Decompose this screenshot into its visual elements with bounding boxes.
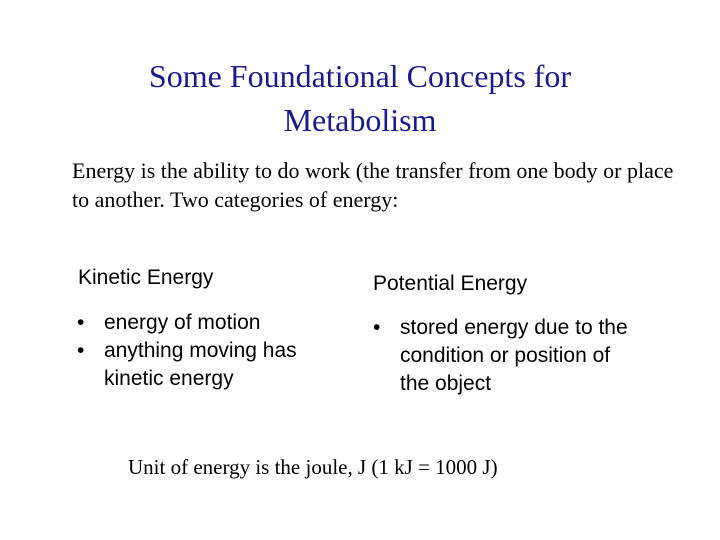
list-item bbox=[77, 337, 347, 393]
kinetic-energy-list bbox=[77, 309, 347, 393]
potential-energy-list bbox=[373, 314, 633, 398]
intro-paragraph: Energy is the ability to do work (the transfer from one body or place to another. Two categories of energy: bbox=[72, 158, 674, 212]
bullet-icon: • bbox=[77, 339, 85, 362]
list-item bbox=[373, 314, 633, 398]
bullet-icon: • bbox=[373, 316, 381, 339]
bullet-icon: • bbox=[77, 311, 85, 334]
kinetic-energy-heading: Kinetic Energy bbox=[78, 266, 214, 289]
potential-energy-heading: Potential Energy bbox=[373, 272, 528, 295]
list-item-text: energy of motion bbox=[104, 311, 261, 334]
slide-title-line-1: Some Foundational Concepts for bbox=[148, 58, 572, 94]
list-item-text: anything moving has kinetic energy bbox=[104, 339, 297, 390]
list-item-text: stored energy due to the condition or position of the object bbox=[400, 316, 628, 395]
list-item bbox=[77, 309, 347, 337]
slide-title-line-2: Metabolism bbox=[283, 102, 437, 138]
energy-unit-note: Unit of energy is the joule, J (1 kJ = 1000 J) bbox=[128, 455, 498, 479]
